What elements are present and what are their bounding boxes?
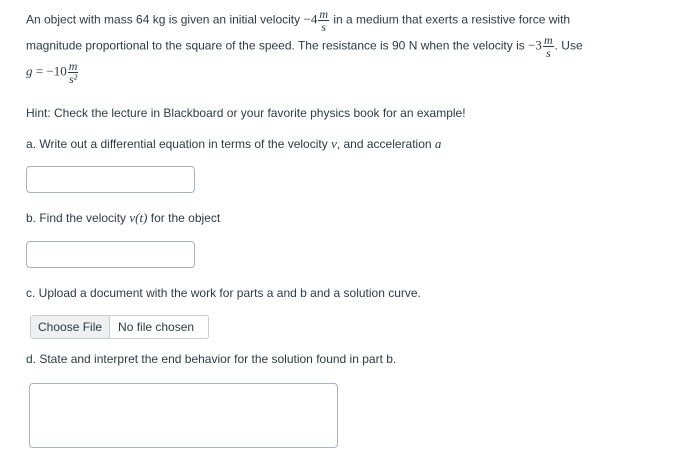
gravity-symbol: g	[26, 63, 33, 79]
part-b-label	[26, 210, 220, 226]
problem-line-2	[26, 34, 583, 59]
resistance-velocity	[528, 38, 542, 53]
part-a-label	[26, 136, 441, 152]
velocity-function: v(t)	[129, 210, 148, 225]
part-d-label: d. State and interpret the end behavior for the solution found in part b.	[26, 352, 397, 366]
file-upload-input[interactable]	[30, 315, 209, 339]
gravity-unit	[68, 60, 79, 85]
problem-text: in a medium that exerts a resistive force with	[333, 12, 571, 27]
unit-denominator: s²	[68, 72, 78, 86]
acceleration-variable: a	[434, 136, 442, 151]
hint-text: Hint: Check the lecture in Blackboard or your favorite physics book for an example!	[26, 106, 466, 120]
part-c-label: c. Upload a document with the work for parts a and b and a solution curve.	[26, 286, 421, 300]
initial-velocity-value: −4	[303, 11, 318, 27]
resistance-velocity-value: −3	[528, 37, 542, 53]
problem-text: magnitude proportional to the square of the speed. The resistance is 90 N when the velocity is	[26, 38, 525, 53]
problem-text: An object with mass 64 kg is given an initial velocity	[26, 12, 301, 27]
unit-denominator: s	[321, 20, 326, 34]
unit-numerator: m	[319, 7, 328, 21]
part-a-text: , and acceleration	[336, 137, 432, 151]
gravity-equation	[26, 60, 79, 85]
unit-numerator: m	[68, 59, 78, 73]
velocity-unit	[543, 34, 554, 59]
problem-text: . Use	[554, 38, 583, 53]
problem-line-1	[26, 8, 570, 33]
part-a-text: a. Write out a differential equation in terms of the velocity	[26, 137, 328, 151]
part-b-text: b. Find the velocity	[26, 211, 127, 225]
initial-velocity	[303, 12, 317, 27]
velocity-variable: v	[331, 136, 337, 151]
file-status: No file chosen	[118, 320, 195, 334]
part-d-answer-textarea[interactable]	[29, 383, 338, 448]
choose-file-button[interactable]: Choose File	[31, 316, 110, 338]
gravity-value: = −10	[35, 63, 67, 79]
part-b-text: for the object	[150, 211, 221, 225]
unit-denominator: s	[545, 46, 551, 60]
part-a-answer-input[interactable]	[26, 166, 195, 193]
unit-numerator: m	[543, 33, 553, 47]
part-b-answer-input[interactable]	[26, 241, 195, 268]
velocity-unit	[318, 8, 329, 33]
